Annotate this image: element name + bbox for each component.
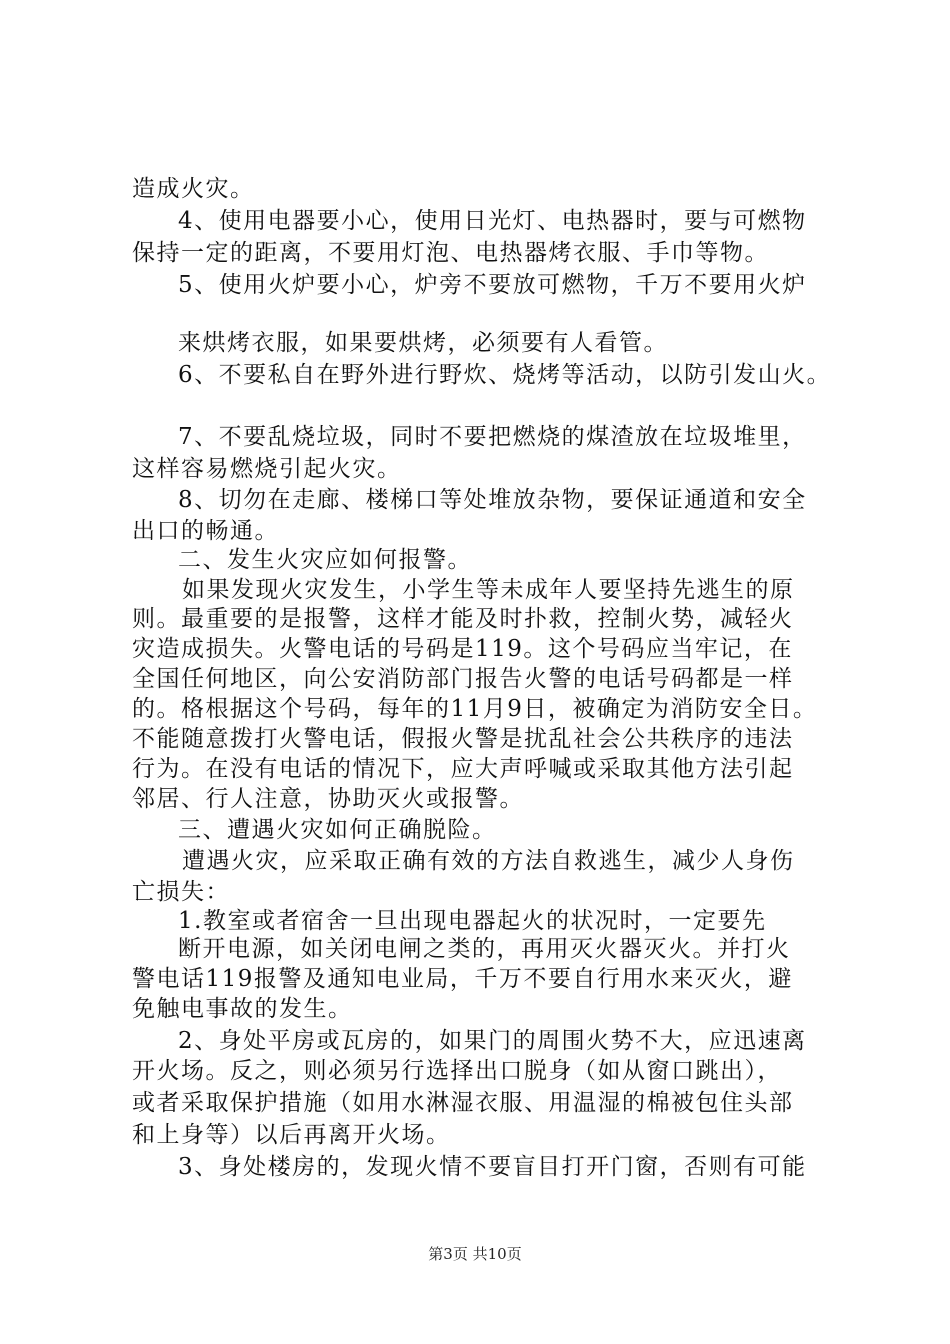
section-heading: 二、发生火灾应如何报警。 <box>178 547 472 573</box>
text-line: 4、使用电器要小心，使用日光灯、电热器时，要与可燃物 <box>178 208 807 234</box>
text-line: 这样容易燃烧引起火灾。 <box>132 456 402 482</box>
text-line: 来烘烤衣服，如果要烘烤，必须要有人看管。 <box>178 330 668 356</box>
text-line: 和上身等）以后再离开火场。 <box>132 1122 451 1148</box>
text-line: 如果发现火灾发生，小学生等未成年人要坚持先逃生的原 <box>182 577 795 603</box>
text-line: 不能随意拨打火警电话，假报火警是扰乱社会公共秩序的违法 <box>132 726 794 752</box>
text-line: 2、身处平房或瓦房的，如果门的周围火势不大，应迅速离 <box>178 1028 807 1054</box>
text-line: 行为。在没有电话的情况下，应大声呼喊或采取其他方法引起 <box>132 756 794 782</box>
text-line: 3、身处楼房的，发现火情不要盲目打开门窗，否则有可能 <box>178 1154 807 1180</box>
text-line: 则。最重要的是报警，这样才能及时扑救，控制火势，减轻火 <box>132 606 794 632</box>
text-line: 灾造成损失。火警电话的号码是119。这个号码应当牢记，在 <box>132 636 793 662</box>
text-line: 出口的畅通。 <box>132 518 279 544</box>
text-line: 1.教室或者宿舍一旦出现电器起火的状况时，一定要先 <box>178 908 767 934</box>
text-line: 的。格根据这个号码，每年的11月9日，被确定为消防安全日。 <box>132 696 818 722</box>
text-line: 造成火灾。 <box>132 176 255 202</box>
text-line: 断开电源，如关闭电闸之类的，再用灭火器灭火。并打火 <box>178 936 791 962</box>
text-line: 遭遇火灾，应采取正确有效的方法自救逃生，减少人身伤 <box>182 848 795 874</box>
text-line: 亡损失： <box>132 879 230 905</box>
text-line: 7、不要乱烧垃圾，同时不要把燃烧的煤渣放在垃圾堆里， <box>178 424 807 450</box>
section-heading: 三、遭遇火灾如何正确脱险。 <box>178 817 497 843</box>
page-number-footer: 第3页 共10页 <box>428 1245 522 1263</box>
text-line: 保持一定的距离，不要用灯泡、电热器烤衣服、手巾等物。 <box>132 240 769 266</box>
text-line: 警电话119报警及通知电业局，千万不要自行用水来灭火，避 <box>132 966 793 992</box>
text-line: 或者采取保护措施（如用水淋湿衣服、用温湿的棉被包住头部 <box>132 1090 794 1116</box>
text-line: 全国任何地区，向公安消防部门报告火警的电话号码都是一样 <box>132 666 794 692</box>
text-line: 5、使用火炉要小心，炉旁不要放可燃物，千万不要用火炉 <box>178 272 807 298</box>
text-line: 邻居、行人注意，协助灭火或报警。 <box>132 786 524 812</box>
text-line: 8、切勿在走廊、楼梯口等处堆放杂物，要保证通道和安全 <box>178 487 807 513</box>
text-line: 6、不要私自在野外进行野炊、烧烤等活动，以防引发山火。 <box>178 362 832 388</box>
text-line: 开火场。反之，则必须另行选择出口脱身（如从窗口跳出）， <box>132 1058 782 1084</box>
text-line: 免触电事故的发生。 <box>132 996 353 1022</box>
